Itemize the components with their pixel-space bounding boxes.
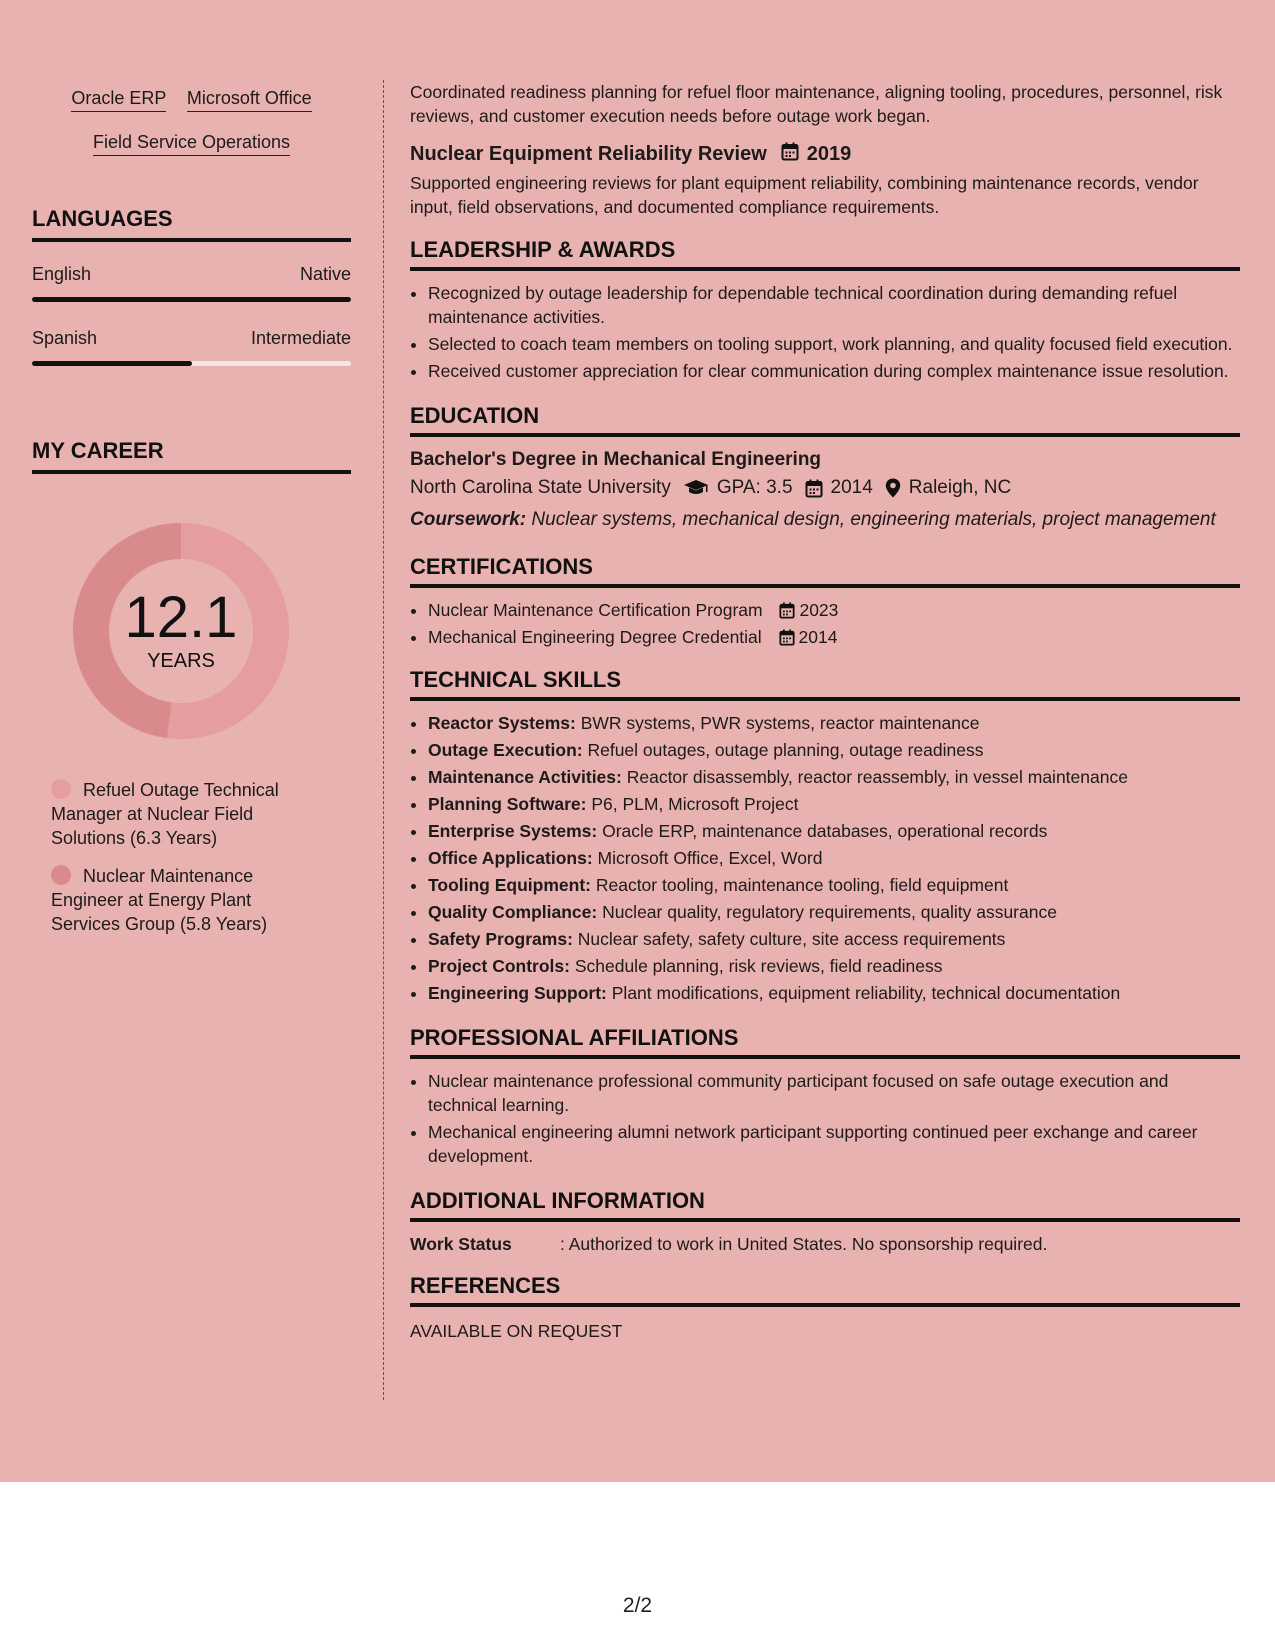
list-item: • Nuclear Maintenance Certification Program 2023 — [428, 598, 1240, 622]
career-years-label: YEARS — [147, 650, 215, 672]
list-item: • Tooling Equipment: Reactor tooling, maintenance tooling, field equipment — [428, 873, 1240, 897]
education-section — [410, 403, 1240, 532]
language-level: Intermediate — [250, 328, 351, 348]
language-item — [32, 264, 351, 302]
list-item: • Mechanical Engineering Degree Credential 2014 — [428, 625, 1240, 649]
education-details — [410, 477, 1240, 499]
language-name: English — [32, 264, 92, 284]
skill-tag: Field Service Operations — [93, 132, 290, 156]
education-school: North Carolina State University — [410, 477, 671, 498]
references-text: AVAILABLE ON REQUEST — [410, 1321, 623, 1341]
calendar-icon — [781, 142, 799, 167]
language-name: Spanish — [32, 328, 98, 348]
list-item: • Reactor Systems: BWR systems, PWR systems, reactor maintenance — [428, 711, 1240, 735]
certifications-heading: CERTIFICATIONS — [410, 554, 1240, 588]
language-bar-fill — [32, 361, 192, 366]
leadership-heading: LEADERSHIP & AWARDS — [410, 237, 1240, 271]
list-item: • Mechanical engineering alumni network participant supporting continued peer exchange and career development. — [428, 1120, 1240, 1168]
education-coursework: Coursework: Nuclear systems, mechanical design, engineering materials, project management — [410, 509, 1216, 530]
education-heading: EDUCATION — [410, 403, 1240, 437]
references-heading: REFERENCES — [410, 1273, 1240, 1307]
map-pin-icon — [885, 478, 901, 498]
additional-info-section — [410, 1188, 1240, 1255]
calendar-icon — [779, 629, 795, 646]
page-number: 2/2 — [622, 1594, 653, 1617]
languages-heading: LANGUAGES — [32, 206, 351, 242]
list-item: • Outage Execution: Refuel outages, outage planning, outage readiness — [428, 738, 1240, 762]
education-gpa: GPA: 3.5 — [716, 477, 793, 498]
list-item: • Office Applications: Microsoft Office, Excel, Word — [428, 846, 1240, 870]
list-item: • Planning Software: P6, PLM, Microsoft Project — [428, 792, 1240, 816]
work-status-value: : Authorized to work in United States. No sponsorship required. — [560, 1234, 1048, 1254]
project-year: 2019 — [806, 143, 852, 165]
career-legend — [32, 778, 351, 936]
list-item: • Enterprise Systems: Oracle ERP, maintenance databases, operational records — [428, 819, 1240, 843]
affiliations-section — [410, 1025, 1240, 1168]
list-item: • Quality Compliance: Nuclear quality, regulatory requirements, quality assurance — [428, 900, 1240, 924]
column-divider — [383, 80, 384, 1400]
project-title: Nuclear Equipment Reliability Review — [410, 143, 767, 165]
language-item — [32, 328, 351, 366]
education-location: Raleigh, NC — [908, 477, 1012, 498]
list-item: • Engineering Support: Plant modifications, equipment reliability, technical documentation — [428, 981, 1240, 1005]
education-degree: Bachelor's Degree in Mechanical Engineering — [410, 449, 822, 470]
skill-tags — [32, 80, 351, 168]
list-item: • Project Controls: Schedule planning, risk reviews, field readiness — [428, 954, 1240, 978]
list-item: • Recognized by outage leadership for dependable technical coordination during demanding refuel maintenance activities. — [428, 281, 1240, 329]
legend-dot — [51, 865, 71, 885]
list-item: • Selected to coach team members on tooling support, work planning, and quality focused field execution. — [428, 332, 1240, 356]
project-description: Supported engineering reviews for plant equipment reliability, combining maintenance records, vendor input, field observations, and documented compliance requirements. — [410, 173, 1199, 217]
calendar-icon — [779, 602, 795, 619]
list-item: • Received customer appreciation for clear communication during complex maintenance issue resolution. — [428, 359, 1240, 383]
legend-dot — [51, 779, 71, 799]
career-total-years: 12.1 — [124, 585, 238, 650]
references-section — [410, 1273, 1240, 1342]
language-level: Native — [299, 264, 351, 284]
right-column — [410, 80, 1240, 1342]
list-item: • Safety Programs: Nuclear safety, safety culture, site access requirements — [428, 927, 1240, 951]
career-legend-item: Refuel Outage Technical Manager at Nuclear Field Solutions (6.3 Years) — [51, 780, 279, 848]
education-year: 2014 — [830, 477, 873, 498]
career-donut — [66, 516, 296, 746]
graduation-cap-icon — [683, 479, 709, 497]
calendar-icon — [805, 479, 823, 498]
left-column — [32, 80, 351, 950]
career-heading: MY CAREER — [32, 438, 351, 474]
work-status — [410, 1234, 1240, 1255]
technical-skills-section — [410, 667, 1240, 1005]
list-item: • Maintenance Activities: Reactor disassembly, reactor reassembly, in vessel maintenance — [428, 765, 1240, 789]
affiliations-heading: PROFESSIONAL AFFILIATIONS — [410, 1025, 1240, 1059]
list-item: • Nuclear maintenance professional community participant focused on safe outage execution and technical learning. — [428, 1069, 1240, 1117]
leadership-section — [410, 237, 1240, 383]
language-bar — [32, 297, 351, 302]
project-title-row — [410, 142, 1240, 167]
language-bar — [32, 361, 351, 366]
career-section — [32, 438, 351, 936]
technical-skills-heading: TECHNICAL SKILLS — [410, 667, 1240, 701]
skill-tag: Oracle ERP — [71, 88, 166, 112]
languages-section — [32, 206, 351, 366]
additional-info-heading: ADDITIONAL INFORMATION — [410, 1188, 1240, 1222]
career-legend-item: Nuclear Maintenance Engineer at Energy Plant Services Group (5.8 Years) — [51, 866, 268, 934]
language-bar-fill — [32, 297, 351, 302]
coursework-label: Coursework: — [410, 509, 527, 530]
skill-tag: Microsoft Office — [187, 88, 312, 112]
work-status-label: Work Status — [410, 1234, 512, 1254]
certifications-section — [410, 554, 1240, 649]
project-description: Coordinated readiness planning for refuel floor maintenance, aligning tooling, procedures, personnel, risk reviews, and customer execution needs before outage work began. — [410, 82, 1223, 126]
